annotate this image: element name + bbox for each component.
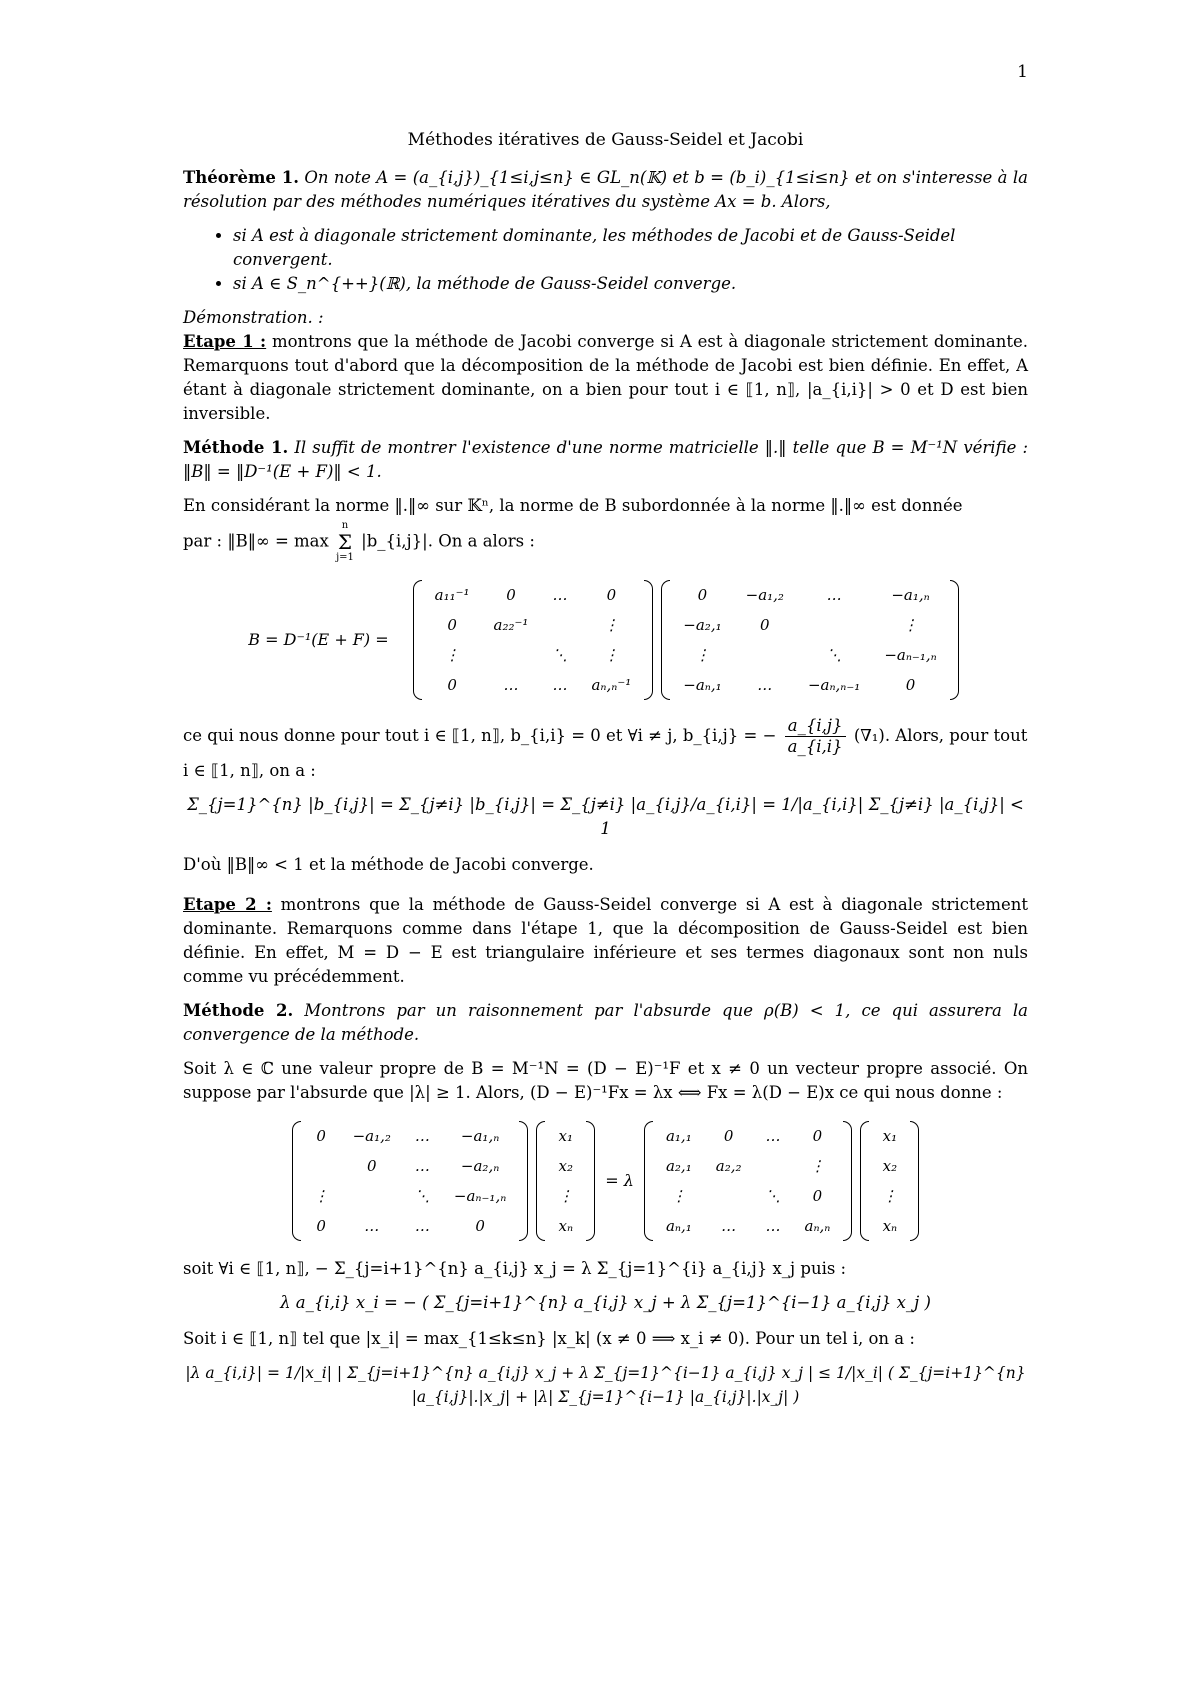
method2-label: Méthode 2. (183, 1001, 294, 1020)
matrix-row (870, 1121, 909, 1151)
matrix-cell (734, 640, 796, 670)
matrix-cell: ⋮ (603, 616, 619, 634)
matrix-cell: a₁₁⁻¹ (434, 586, 470, 604)
matrix-row (546, 1181, 585, 1211)
matrix-cell: x₂ (882, 1157, 898, 1175)
theorem-list (183, 224, 1028, 296)
jacobi-text-3: i ∈ ⟦1, n⟧, on a : (183, 761, 316, 780)
matrix-cell: x₁ (882, 1127, 898, 1145)
matrix-row (423, 580, 644, 610)
theorem-label: Théorème 1. (183, 168, 300, 187)
sum-operator: n Σ j=1 (336, 520, 354, 563)
norm-line-2-prefix: par : ‖B‖∞ = max (183, 531, 329, 551)
matrix-cell: −a₁,₂ (352, 1127, 391, 1145)
matrix-cell: 0 (366, 1157, 377, 1175)
lambda-symbol: = λ (605, 1171, 634, 1190)
matrix-cell: a₂,₂ (715, 1157, 742, 1175)
matrix-cell: … (765, 1127, 781, 1145)
matrix-row (423, 670, 644, 700)
matrix-cell: 0 (447, 676, 457, 694)
theorem-item-2: • si A ∈ S_n^{++}(ℝ), la méthode de Gauss-Seidel converge. (233, 272, 1028, 296)
matrix-cell (796, 610, 872, 640)
lambda-equation: λ a_{i,i} x_i = − ( Σ_{j=i+1}^{n} a_{i,j} x_j + λ Σ_{j=1}^{i−1} a_{i,j} x_j ) (280, 1293, 931, 1312)
matrix-cell: a₂₂⁻¹ (493, 616, 529, 634)
jacobi-sum-equation: Σ_{j=1}^{n} |b_{i,j}| = Σ_{j≠i} |b_{i,j}| = Σ_{j≠i} |a_{i,j}/a_{i,i}| = 1/|a_{i,i}| Σ_{j≠i} |a_{i,j}| < 1 (187, 795, 1024, 838)
matrix-cell: ⋮ (809, 1157, 825, 1175)
method2 (183, 999, 1028, 1047)
matrix-cell (482, 640, 541, 670)
matrix-cell: 0 (447, 616, 457, 634)
method1-label: Méthode 1. (183, 438, 289, 457)
matrix-row (870, 1181, 909, 1211)
matrix-cell: −aₙ,ₙ₋₁ (807, 676, 861, 694)
matrix-cell: … (552, 586, 568, 604)
vector-x-right (860, 1121, 919, 1241)
theorem-text: On note A = (a_{i,j})_{1≤i,j≤n} ∈ GL_n(𝕂) et b = (b_i)_{1≤i≤n} et on s'interesse à la résolution par des méthodes numériques itératives du système Ax = b. Alors, (183, 168, 1028, 211)
step1 (183, 330, 1028, 426)
method1 (183, 436, 1028, 484)
matrix-cell: 0 (760, 616, 770, 634)
matrix-row (302, 1121, 519, 1151)
jacobi-line (183, 716, 1028, 757)
step2-label: Etape 2 : (183, 895, 272, 914)
step2-text: montrons que la méthode de Gauss-Seidel converge si A est à diagonale strictement dominante. Remarquons comme dans l'étape 1, que la décomposition de Gauss-Seidel est bien définie. En effet, M = D − E est triangulaire inférieure et ses termes diagonaux sont non nuls comme vu précédemment. (183, 895, 1029, 986)
final-inequality: |λ a_{i,i}| = 1/|x_i| | Σ_{j=i+1}^{n} a_{i,j} x_j + λ Σ_{j=1}^{i−1} a_{i,j} x_j | ≤ 1/|x_i| ( Σ_{j=i+1}^{n} |a_{i,j}|.|x_j| + |λ| Σ_{j=1}^{i−1} |a_{i,j}|.|x_j| ) (185, 1364, 1026, 1406)
matrix-cell: aₙ,₁ (665, 1217, 692, 1235)
matrix-row (654, 1211, 842, 1241)
matrix-cell: ⋮ (558, 1187, 574, 1205)
matrix-cell: −a₁,ₙ (460, 1127, 500, 1145)
method1-text: Il suffit de montrer l'existence d'une norme matricielle ‖.‖ telle que B = M⁻¹N vérifie : ‖B‖ = ‖D⁻¹(E + F)‖ < 1. (183, 438, 1029, 481)
matrix-cell: … (503, 676, 519, 694)
matrix-f (292, 1121, 529, 1241)
norm-line-1: En considérant la norme ‖.‖∞ sur 𝕂ⁿ, la norme de B subordonnée à la norme ‖.‖∞ est donnée (183, 496, 963, 515)
jacobi-frac-num: a_{i,j} (785, 716, 846, 737)
gauss-seidel-matrix-equation (183, 1121, 1028, 1241)
matrix-cell: ⋮ (903, 616, 919, 634)
matrix-cell: … (414, 1127, 430, 1145)
matrix-cell: … (414, 1157, 430, 1175)
matrix-cell: 0 (812, 1127, 823, 1145)
matrix-cell: 0 (316, 1127, 326, 1145)
norm-line-2-suffix: |b_{i,j}|. On a alors : (361, 531, 535, 551)
matrix-row (870, 1151, 909, 1181)
matrix-row (671, 640, 948, 670)
method2-text: Montrons par un raisonnement par l'absurde que ρ(B) < 1, ce qui assurera la convergence de la méthode. (183, 1001, 1028, 1044)
jacobi-fraction (785, 716, 846, 757)
gauss-seidel-text: Soit λ ∈ ℂ une valeur propre de B = M⁻¹N = (D − E)⁻¹F et x ≠ 0 un vecteur propre associé. On suppose par l'absurde que |λ| ≥ 1. Alors, (D − E)⁻¹Fx = λx ⟺ Fx = λ(D − E)x ce qui nous donne : (183, 1059, 1028, 1102)
matrix-cell (540, 610, 579, 640)
jacobi-frac-den: a_{i,i} (787, 737, 843, 756)
matrix-row (870, 1211, 909, 1241)
matrix-row (546, 1211, 585, 1241)
vector-x-left (536, 1121, 595, 1241)
matrix-cell: −aₙ₋₁,ₙ (884, 646, 937, 664)
matrix-cell: ⋮ (671, 1187, 687, 1205)
matrix-cell: … (414, 1217, 430, 1235)
matrix-e-plus-f (661, 580, 958, 700)
matrix-d-minus-e (644, 1121, 852, 1241)
matrix-cell: … (757, 676, 773, 694)
document-body (183, 128, 1028, 1421)
matrix-cell: ⋱ (826, 646, 842, 664)
matrix-cell: ⋱ (765, 1187, 781, 1205)
soit-max-line: Soit i ∈ ⟦1, n⟧ tel que |x_i| = max_{1≤k≤n} |x_k| (x ≠ 0 ⟹ x_i ≠ 0). Pour un tel i, on a : (183, 1329, 915, 1348)
matrix-cell: ⋮ (603, 646, 619, 664)
matrix-cell: ⋮ (313, 1187, 329, 1205)
matrix-cell: … (364, 1217, 380, 1235)
matrix-cell: 0 (723, 1127, 734, 1145)
matrix-cell: ⋮ (882, 1187, 898, 1205)
matrix-cell: −aₙ₋₁,ₙ (453, 1187, 507, 1205)
matrix-cell: −a₁,₂ (745, 586, 784, 604)
jacobi-matrix-equation (183, 580, 1028, 700)
matrix-cell: a₁,₁ (665, 1127, 692, 1145)
matrix-cell (754, 1151, 793, 1181)
matrix-cell: aₙ,ₙ (804, 1217, 831, 1235)
matrix-cell (302, 1151, 341, 1181)
matrix-row (302, 1151, 519, 1181)
matrix-cell: aₙ,ₙ⁻¹ (591, 676, 632, 694)
jacobi-text-2: (∇₁). Alors, pour tout (853, 726, 1028, 745)
matrix-cell: 0 (697, 586, 708, 604)
matrix-cell: xₙ (882, 1217, 898, 1235)
matrix-cell: x₂ (558, 1157, 574, 1175)
matrix-row (546, 1121, 585, 1151)
jacobi-conclusion: D'où ‖B‖∞ < 1 et la méthode de Jacobi converge. (183, 855, 594, 874)
norm-line-2 (183, 520, 1028, 564)
matrix-cell (704, 1181, 754, 1211)
document-title: Méthodes itératives de Gauss-Seidel et Jacobi (407, 130, 804, 150)
matrix-cell: −a₂,ₙ (460, 1157, 500, 1175)
matrix-cell: ⋱ (414, 1187, 430, 1205)
theorem-item-1: • si A est à diagonale strictement dominante, les méthodes de Jacobi et de Gauss-Seidel convergent. (233, 224, 1028, 272)
matrix-cell: … (765, 1217, 781, 1235)
matrix-d-inverse (413, 580, 654, 700)
matrix-row (423, 640, 644, 670)
matrix-row (302, 1181, 519, 1211)
step1-label: Etape 1 : (183, 332, 267, 351)
matrix-lhs: B = D⁻¹(E + F) = (248, 630, 389, 649)
matrix-cell: a₂,₁ (665, 1157, 692, 1175)
matrix-cell: … (552, 676, 568, 694)
matrix-cell: 0 (812, 1187, 823, 1205)
matrix-cell: xₙ (558, 1217, 574, 1235)
matrix-row (654, 1181, 842, 1211)
matrix-cell: 0 (475, 1217, 485, 1235)
matrix-row (654, 1151, 842, 1181)
page-number: 1 (1017, 62, 1028, 82)
matrix-row (423, 610, 644, 640)
matrix-cell: ⋱ (552, 646, 568, 664)
matrix-cell (341, 1181, 403, 1211)
matrix-cell: … (826, 586, 842, 604)
matrix-cell: −a₁,ₙ (891, 586, 930, 604)
matrix-cell: ⋮ (444, 646, 460, 664)
matrix-row (671, 670, 948, 700)
theorem (183, 166, 1028, 214)
matrix-cell: −a₂,₁ (683, 616, 722, 634)
matrix-cell: x₁ (558, 1127, 574, 1145)
matrix-row (654, 1121, 842, 1151)
step1-text: montrons que la méthode de Jacobi converge si A est à diagonale strictement dominante. Remarquons tout d'abord que la décomposition de la méthode de Jacobi est bien définie. En effet, A étant à diagonale strictement dominante, on a bien pour tout i ∈ ⟦1, n⟧, |a_{i,i}| > 0 et D est bien inversible. (183, 332, 1029, 423)
matrix-row (302, 1211, 519, 1241)
soit-line: soit ∀i ∈ ⟦1, n⟧, − Σ_{j=i+1}^{n} a_{i,j} x_j = λ Σ_{j=1}^{i} a_{i,j} x_j puis : (183, 1259, 847, 1278)
matrix-cell: 0 (316, 1217, 326, 1235)
matrix-cell: 0 (606, 586, 617, 604)
matrix-cell: … (721, 1217, 737, 1235)
matrix-cell: ⋮ (694, 646, 710, 664)
matrix-row (671, 580, 948, 610)
matrix-row (546, 1151, 585, 1181)
step2 (183, 893, 1028, 989)
matrix-cell: 0 (506, 586, 516, 604)
matrix-cell: 0 (905, 676, 916, 694)
matrix-cell: −aₙ,₁ (683, 676, 722, 694)
matrix-row (671, 610, 948, 640)
demonstration-label: Démonstration. : (183, 308, 324, 327)
jacobi-text-1: ce qui nous donne pour tout i ∈ ⟦1, n⟧, b_{i,i} = 0 et ∀i ≠ j, b_{i,j} = − (183, 726, 777, 745)
